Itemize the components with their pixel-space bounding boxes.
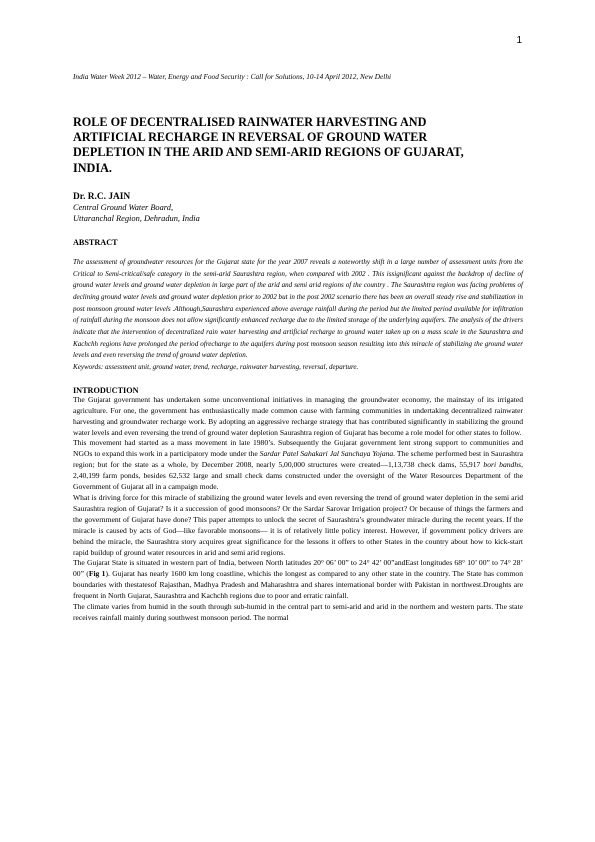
paper-title: ROLE OF DECENTRALISED RAINWATER HARVESTING AND ARTIFICIAL RECHARGE IN REVERSAL OF GROUND WATER DEPLETION IN THE ARID AND SEMI-ARID REGIONS OF GUJARAT, INDIA.	[73, 115, 464, 175]
intro-paragraph-2	[73, 438, 523, 493]
author-name: Dr. R.C. JAIN	[73, 191, 131, 202]
keywords: Keywords: assessment unit, ground water, trend, recharge, rainwater harvesting, reversal, departure.	[73, 363, 359, 372]
running-header: India Water Week 2012 – Water, Energy and Food Security : Call for Solutions, 10-14 April 2012, New Delhi	[73, 72, 391, 81]
intro-p2-part-c: , 2,40,199 farm ponds, besides 62,532 large and small check dams constructed under the oversight of the Water Resources Department of the Government of Gujarat all in a campaign mode.	[73, 460, 523, 492]
intro-paragraph-1: The Gujarat government has undertaken some unconventional initiatives in managing the groundwater economy, the mainstay of its irrigated agriculture. For one, the government has enthusiastically made common cause with farming communities in undertaking decentralized rainwater harvesting and groundwater recharge work. By adopting an aggressive recharge strategy that has contributed significantly in stabilizing the ground water levels and even reversing the trend of ground water depletion Saurashtra region of Gujarat has become a role model for other states to follow.	[73, 394, 523, 437]
intro-paragraph-4	[73, 558, 523, 602]
intro-p2-part-b: The scheme performed best in Saurashtra region; but for the state as a whole, by December 2008, nearly 5,00,000 structures were created—1,13,738 check dams, 55,917	[73, 449, 523, 470]
page-number: 1	[516, 35, 522, 46]
intro-p2-part-a: This movement had started as a mass movement in late 1980’s. Subsequently the Gujarat government lent strong support to communities and NGOs to expand this work in a participatory mode under the	[73, 438, 523, 459]
introduction-heading: INTRODUCTION	[73, 385, 139, 395]
abstract-text: The assessment of groundwater resources for the Gujarat state for the year 2007 reveals a noteworthy shift in a large number of assessment units from the Critical to Semi-critical/safe category in the semi-arid Saurashtra region, when compared with 2002 . This issignificant against the backdrop of decline of ground water levels and ground water depletion in large part of the arid and semi arid regions of the country . The Saurashtra region was facing problems of declining ground water levels and ground water depletion prior to 2002 but in the post 2002 scenario there has been an overall steady rise and stabilization in post monsoon ground water levels .Although,Saurashtra experienced above average rainfall during the period but the limited period available for infiltration of rainfall during the monsoon does not allow significantly enhanced recharge due to the limited storage of the underlying aquifers. The analysis of the drivers indicate that the intervention of decentralized rain water harvesting and artificial recharge to ground water taken up on a mass scale in the Saurashtra and Kachchh regions have prolonged the period ofrecharge to the aquifers during post monsoon season resulting into this miracle of stabilizing the ground water levels and even reversing the trend of ground water depletion.	[73, 257, 523, 360]
introduction-body	[73, 395, 523, 624]
author-affiliation-2: Uttaranchal Region, Dehradun, India	[73, 213, 200, 223]
paper-body	[73, 115, 523, 624]
abstract-heading: ABSTRACT	[73, 237, 118, 247]
intro-p4-part-b: ). Gujarat has nearly 1600 km long coastline, whichis the longest as compared to any other state in the country. The State has common boundaries with thestatesof Rajasthan, Madhya Pradesh and Maharashtra and shares international border with Pakistan in northwest.Droughts are frequent in North Gujarat, Saurashtra and Kachchh regions due to poor and erratic rainfall.	[73, 569, 523, 601]
author-affiliation-1: Central Ground Water Board,	[73, 202, 174, 212]
intro-paragraph-3: What is driving force for this miracle of stabilizing the ground water levels and even reversing the trend of ground water depletion in the semi arid Saurashtra region of Gujarat? Is it a succession of good monsoons? Or the Sardar Sarovar Irrigation project? Or because of things the farmers and the government of Gujarat have done? This paper attempts to unlock the secret of Saurashtra’s groundwater miracle during the recent years. If the miracle is caused by acts of God—like favorable monsoons— it is of relatively little policy interest. However, if government policy drivers are behind the miracle, the Saurashtra story acquires great significance for the lessons it offers to other States in the country about how to kick-start rapid buildup of ground water resources in arid and semi arid regions.	[73, 493, 523, 557]
intro-paragraph-5: The climate varies from humid in the south through sub-humid in the central part to semi-arid and arid in the northern and western parts. The state receives rainfall mainly during southwest monsoon period. The normal	[73, 602, 523, 622]
bori-bandhs-term: bori bandhs	[483, 460, 522, 470]
scheme-name: Sardar Patel Sahakari Jal Sanchaya Yojana.	[259, 449, 396, 459]
figure-reference: Fig 1	[88, 569, 106, 579]
intro-p4-part-a: The Gujarat State is situated in western part of India, between North latitudes 20° 06’ 00” to 24° 42’ 00”andEast longitudes 68° 10’ 00” to 74° 28’ 00” (	[73, 558, 523, 579]
